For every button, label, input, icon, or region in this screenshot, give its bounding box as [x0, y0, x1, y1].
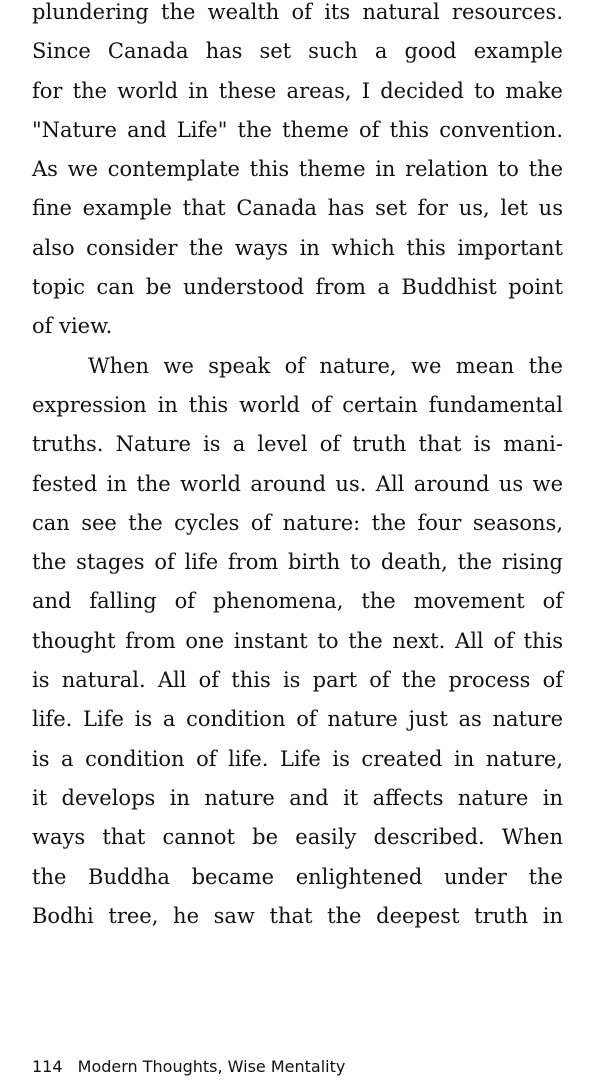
page-number: 114	[32, 1057, 63, 1076]
text-line: is natural. All of this is part of the process of	[32, 668, 563, 693]
text-line: fested in the world around us. All around us we	[32, 471, 563, 496]
text-line: Bodhi tree, he saw that the deepest truth in	[32, 903, 563, 928]
text-line: it develops in nature and it affects nature in	[32, 785, 563, 810]
text-line: "Nature and Life" the theme of this convention.	[32, 117, 563, 142]
text-line: also consider the ways in which this important	[32, 235, 563, 260]
text-line: expression in this world of certain fundamental	[32, 392, 563, 417]
page-footer	[32, 1057, 345, 1076]
text-line: When we speak of nature, we mean the	[88, 353, 563, 378]
text-line: and falling of phenomena, the movement of	[32, 589, 563, 614]
text-line: As we contemplate this theme in relation to the	[32, 157, 563, 182]
running-title: Modern Thoughts, Wise Mentality	[77, 1057, 346, 1076]
text-line: for the world in these areas, I decided to make	[32, 78, 563, 103]
text-line: can see the cycles of nature: the four seasons,	[32, 510, 563, 535]
text-line: the stages of life from birth to death, the rising	[32, 550, 563, 575]
text-line: of view.	[32, 314, 113, 339]
text-line: plundering the wealth of its natural resources.	[32, 0, 563, 24]
text-line: life. Life is a condition of nature just as nature	[32, 707, 563, 732]
text-line: Since Canada has set such a good example	[32, 39, 563, 64]
text-line: truths. Nature is a level of truth that is mani-	[32, 432, 563, 457]
text-line: topic can be understood from a Buddhist point	[32, 275, 563, 300]
text-line: thought from one instant to the next. All of this	[32, 628, 563, 653]
text-line: is a condition of life. Life is created in nature,	[32, 746, 563, 771]
paragraph-2	[32, 347, 563, 936]
text-line: ways that cannot be easily described. When	[32, 825, 563, 850]
text-line: the Buddha became enlightened under the	[32, 864, 563, 889]
text-line: fine example that Canada has set for us, let us	[32, 196, 563, 221]
paragraph-1	[32, 0, 563, 347]
body-text	[32, 0, 563, 936]
